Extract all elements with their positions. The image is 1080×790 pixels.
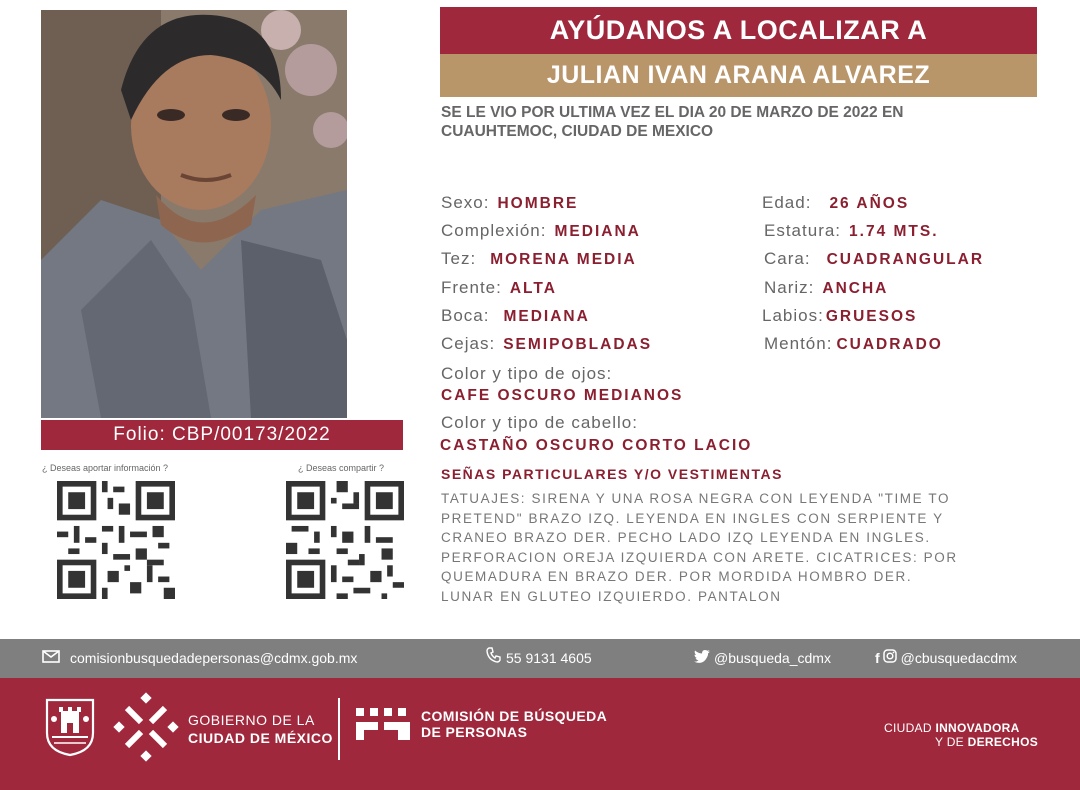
comision-line1: COMISIÓN DE BÚSQUEDA — [421, 708, 608, 724]
mail-icon — [42, 639, 60, 678]
cdmx-emblem-logo — [113, 692, 179, 767]
detail-tez: Tez: MORENA MEDIA — [441, 249, 637, 268]
gobierno-line2: CIUDAD DE MÉXICO — [188, 730, 333, 746]
detail-menton: Mentón: CUADRADO — [764, 334, 943, 353]
slogan-innovadora: INNOVADORA — [935, 721, 1020, 735]
detail-cabello-value: CASTAÑO OSCURO CORTO LACIO — [440, 437, 753, 454]
footer-bar — [0, 678, 1080, 790]
qr-code-share[interactable] — [286, 481, 404, 604]
header-banner-title: AYÚDANOS A LOCALIZAR A — [440, 7, 1037, 54]
detail-labios: Labios: GRUESOS — [762, 306, 918, 325]
last-seen-text: SE LE VIO POR ULTIMA VEZ EL DIA 20 DE MARZO DE 2022 EN CUAUHTEMOC, CIUDAD DE MEXICO — [441, 104, 904, 140]
comision-text — [421, 708, 607, 740]
detail-ojos-value: CAFE OSCURO MEDIANOS — [441, 387, 684, 404]
detail-cejas: Cejas: SEMIPOBLADAS — [441, 334, 653, 353]
comision-line2: DE PERSONAS — [421, 724, 528, 740]
detail-nariz: Nariz: ANCHA — [764, 278, 889, 297]
contact-email[interactable] — [42, 639, 357, 678]
contact-twitter[interactable] — [694, 639, 831, 678]
header-banner-name: JULIAN IVAN ARANA ALVAREZ — [440, 54, 1037, 97]
detail-ojos-label: Color y tipo de ojos: — [441, 364, 613, 383]
phone-text: 55 9131 4605 — [506, 650, 592, 666]
slogan-yde: Y DE — [935, 735, 964, 749]
contact-social[interactable] — [875, 639, 1017, 678]
folio-bar — [41, 420, 403, 450]
missing-person-photo — [41, 10, 347, 418]
detail-cabello-label: Color y tipo de cabello: — [441, 413, 638, 432]
gobierno-text — [188, 711, 333, 747]
detail-estatura: Estatura: 1.74 MTS. — [764, 221, 939, 240]
detail-complexion: Complexión: MEDIANA — [441, 221, 641, 240]
detail-boca: Boca: MEDIANA — [441, 306, 590, 325]
detail-edad: Edad: 26 AÑOS — [762, 193, 910, 212]
senas-text: TATUAJES: SIRENA Y UNA ROSA NEGRA CON LEYENDA "TIME TO PRETEND" BRAZO IZQ. LEYENDA EN INGLES CON SERPIENTE Y CRANEO BRAZO DER. PECHO LADO IZQ LEYENDA EN INGLES. PERFORACION OREJA IZQUIERDA CON ARETE. CICATRICES: POR QUEMADURA EN BRAZO DER. POR MORDIDA HOMBRO DER. LUNAR EN GLUTEO IZQUIERDO. PANTALON — [441, 491, 958, 604]
comision-logo — [354, 706, 412, 749]
footer-divider — [338, 698, 340, 760]
instagram-icon — [883, 639, 897, 678]
twitter-icon — [694, 639, 710, 678]
facebook-icon: f — [875, 650, 880, 666]
qr-left-label: ¿ Deseas aportar información ? — [42, 463, 169, 473]
contact-bar — [0, 639, 1080, 678]
gobierno-line1: GOBIERNO DE LA — [188, 712, 315, 728]
senas-title: SEÑAS PARTICULARES Y/O VESTIMENTAS — [441, 466, 783, 482]
folio-text: Folio: CBP/00173/2022 — [113, 424, 331, 445]
qr-code-info[interactable] — [57, 481, 175, 604]
slogan-derechos: DERECHOS — [967, 735, 1039, 749]
detail-frente: Frente: ALTA — [441, 278, 557, 297]
email-text: comisionbusquedadepersonas@cdmx.gob.mx — [70, 650, 358, 666]
social-text: @cbusquedacdmx — [900, 650, 1017, 666]
detail-cara: Cara: CUADRANGULAR — [764, 249, 985, 268]
contact-phone[interactable] — [486, 639, 592, 678]
phone-icon — [486, 639, 502, 678]
slogan-ciudad: CIUDAD — [884, 721, 932, 735]
qr-right-label: ¿ Deseas compartir ? — [298, 463, 385, 473]
slogan — [884, 721, 1038, 749]
twitter-text: @busqueda_cdmx — [714, 650, 831, 666]
detail-sexo: Sexo: HOMBRE — [441, 193, 579, 212]
cdmx-shield-logo — [44, 697, 96, 762]
